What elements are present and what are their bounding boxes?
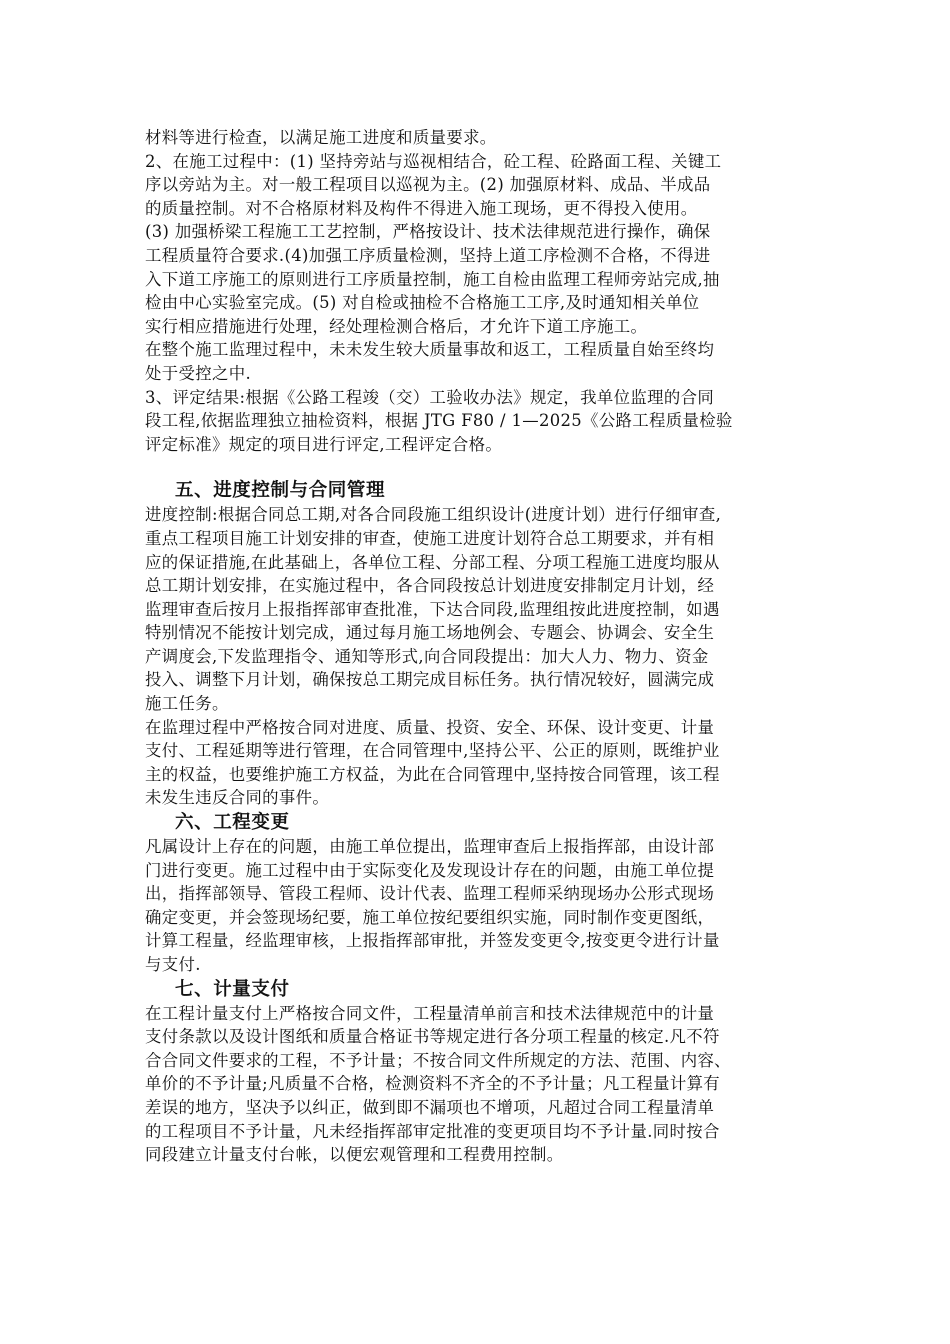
paragraph-quality-control-summary: 在整个施工监理过程中，未未发生较大质量事故和返工，工程质量自始至终均 处于受控之中. <box>145 340 715 383</box>
section-heading-engineering-change: 六、工程变更 <box>175 812 290 834</box>
paragraph-engineering-change: 凡属设计上存在的问题，由施工单位提出，监理审查后上报指挥部，由设计部 门进行变更。施工过程中由于实际变化及发现设计存在的问题，由施工单位提 出，指挥部领导、管段工程师、设计代表、监理工程师采纳现场办公形式现场 确定变更，并会签现场纪要，施工单位按纪要组织实施，同时制作变更图纸， 计算工程量，经监理审核，上报指挥部审批，并签发变更令,按变更令进行计量 与支付. <box>145 837 720 974</box>
paragraph-construction-process: 2、在施工过程中：(1) 坚持旁站与巡视相结合，砼工程、砼路面工程、关键工 序以旁站为主。对一般工程项目以巡视为主。(2) 加强原材料、成品、半成品 的质量控制。对不合格原材料及构件不得进入施工现场，更不得投入使用。 (3) 加强桥梁工程施工工艺控制，严格按设计、技术法律规范进行操作，确保 工程质量符合要求.(4)加强工序质量检测，坚持上道工序检测不合格，不得进 入下道工序施工的原则进行工序质量控制，施工自检由监理工程师旁站完成,抽 检由中心实验室完成。(5) 对自检或抽检不合格施工工序,及时通知相关单位 实行相应措施进行处理，经处理检测合格后，才允许下道工序施工。 <box>145 151 722 336</box>
document-page <box>145 126 825 1167</box>
section-heading-schedule-contract: 五、进度控制与合同管理 <box>175 480 386 502</box>
paragraph-contract-management: 在监理过程中严格按合同对进度、质量、投资、安全、环保、设计变更、计量 支付、工程延期等进行管理，在合同管理中,坚持公平、公正的原则，既维护业 主的权益，也要维护施工方权益，为此在合同管理中,坚持按合同管理，该工程 未发生违反合同的事件。 <box>145 717 720 808</box>
section-heading-measurement-payment: 七、计量支付 <box>175 978 290 1000</box>
paragraph-schedule-control: 进度控制:根据合同总工期,对各合同段施工组织设计(进度计划）进行仔细审查, 重点工程项目施工计划安排的审查，使施工进度计划符合总工期要求，并有相 应的保证措施,在此基础上，各单位工程、分部工程、分项工程施工进度均服从 总工期计划安排，在实施过程中，各合同段按总计划进度安排制定月计划，经 监理审查后按月上报指挥部审查批准，下达合同段,监理组按此进度控制，如遇 特别情况不能按计划完成，通过每月施工场地例会、专题会、协调会、安全生 产调度会,下发监理指令、通知等形式,向合同段提出：加大人力、物力、资金 投入、调整下月计划，确保按总工期完成目标任务。执行情况较好，圆满完成 施工任务。 <box>145 505 722 714</box>
paragraph-measurement-payment: 在工程计量支付上严格按合同文件，工程量清单前言和技术法律规范中的计量 支付条款以及设计图纸和质量合格证书等规定进行各分项工程量的核定.凡不符 合合同文件要求的工程，不予计量；不按合同文件所规定的方法、范围、内容、 单价的不予计量;凡质量不合格，检测资料不齐全的不予计量；凡工程量计算有 差误的地方，坚决予以纠正，做到即不漏项也不增项，凡超过合同工程量清单 的工程项目不予计量，凡未经指挥部审定批准的变更项目均不予计量.同时按合 同段建立计量支付台帐，以便宏观管理和工程费用控制。 <box>145 1003 731 1165</box>
paragraph-material-inspection: 材料等进行检查，以满足施工进度和质量要求。 <box>145 128 497 147</box>
paragraph-evaluation-result: 3、评定结果:根据《公路工程竣（交）工验收办法》规定，我单位监理的合同 段工程,依据监理独立抽检资料，根据 JTG F80 / 1—2025《公路工程质量检验 评定标准》规定的项目进行评定,工程评定合格。 <box>145 387 733 454</box>
section-spacer <box>145 456 825 478</box>
